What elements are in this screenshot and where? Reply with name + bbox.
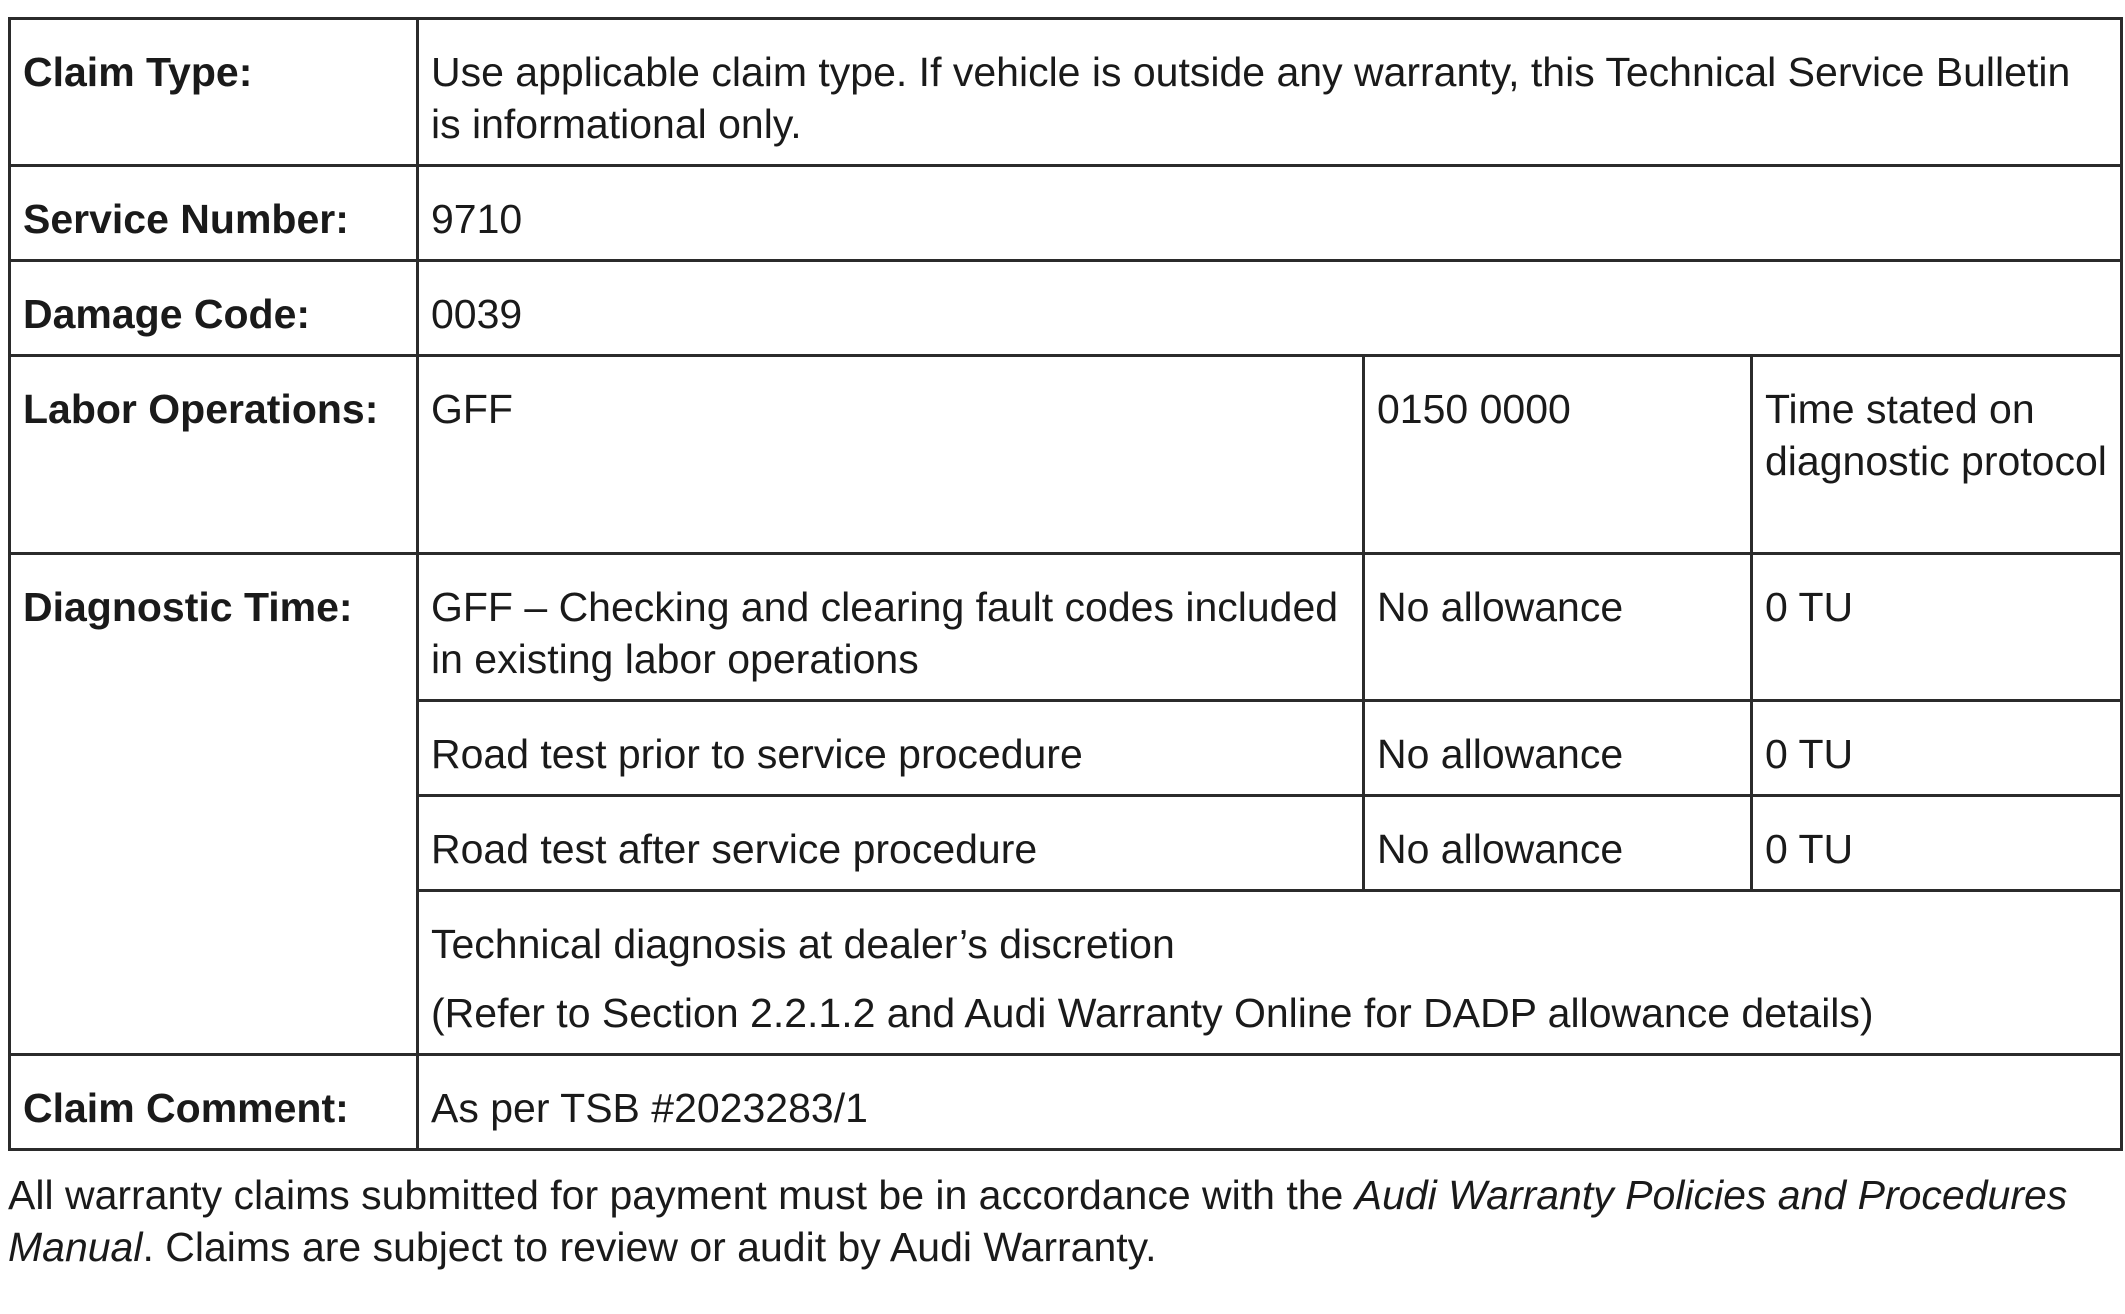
warranty-footer-note <box>8 1169 2120 1273</box>
claim-comment-value: As per TSB #2023283/1 <box>418 1055 2122 1150</box>
service-number-value: 9710 <box>418 166 2122 261</box>
damage-code-label: Damage Code: <box>10 261 418 356</box>
diagnostic-note-reference: (Refer to Section 2.2.1.2 and Audi Warranty Online for DADP allowance details) <box>431 990 1874 1036</box>
damage-code-row <box>10 261 2122 356</box>
diagnostic-item-description: GFF – Checking and clearing fault codes included in existing labor operations <box>418 554 1364 701</box>
labor-operations-label: Labor Operations: <box>10 356 418 554</box>
warranty-document <box>8 17 2120 1314</box>
warranty-table <box>8 17 2123 1151</box>
diagnostic-item-description: Road test after service procedure <box>418 796 1364 891</box>
diagnostic-time-label: Diagnostic Time: <box>10 554 418 1055</box>
footer-manual-title: Audi Warranty Policies and Procedures Manual <box>8 1172 2068 1270</box>
service-number-label: Service Number: <box>10 166 418 261</box>
diagnostic-item-allowance: No allowance <box>1364 701 1752 796</box>
labor-operation-code: 0150 0000 <box>1364 356 1752 554</box>
diagnostic-item-description: Road test prior to service procedure <box>418 701 1364 796</box>
footer-text-after: . Claims are subject to review or audit by Audi Warranty. <box>142 1224 1157 1270</box>
claim-comment-label: Claim Comment: <box>10 1055 418 1150</box>
diagnostic-time-row <box>10 554 2122 701</box>
damage-code-value: 0039 <box>418 261 2122 356</box>
diagnostic-item-tu: 0 TU <box>1752 554 2122 701</box>
labor-operation-name: GFF <box>418 356 1364 554</box>
claim-type-label: Claim Type: <box>10 19 418 166</box>
claim-type-row <box>10 19 2122 166</box>
service-number-row <box>10 166 2122 261</box>
labor-operations-row <box>10 356 2122 554</box>
diagnostic-note <box>418 891 2122 1055</box>
labor-operation-time: Time stated on diagnostic protocol <box>1752 356 2122 554</box>
footer-text-before: All warranty claims submitted for payment must be in accordance with the <box>8 1172 1355 1218</box>
diagnostic-note-line: Technical diagnosis at dealer’s discretion <box>431 921 1175 967</box>
diagnostic-item-allowance: No allowance <box>1364 796 1752 891</box>
diagnostic-item-tu: 0 TU <box>1752 701 2122 796</box>
diagnostic-item-tu: 0 TU <box>1752 796 2122 891</box>
diagnostic-item-allowance: No allowance <box>1364 554 1752 701</box>
claim-comment-row <box>10 1055 2122 1150</box>
claim-type-value: Use applicable claim type. If vehicle is outside any warranty, this Technical Service Bulletin is informational only. <box>418 19 2122 166</box>
